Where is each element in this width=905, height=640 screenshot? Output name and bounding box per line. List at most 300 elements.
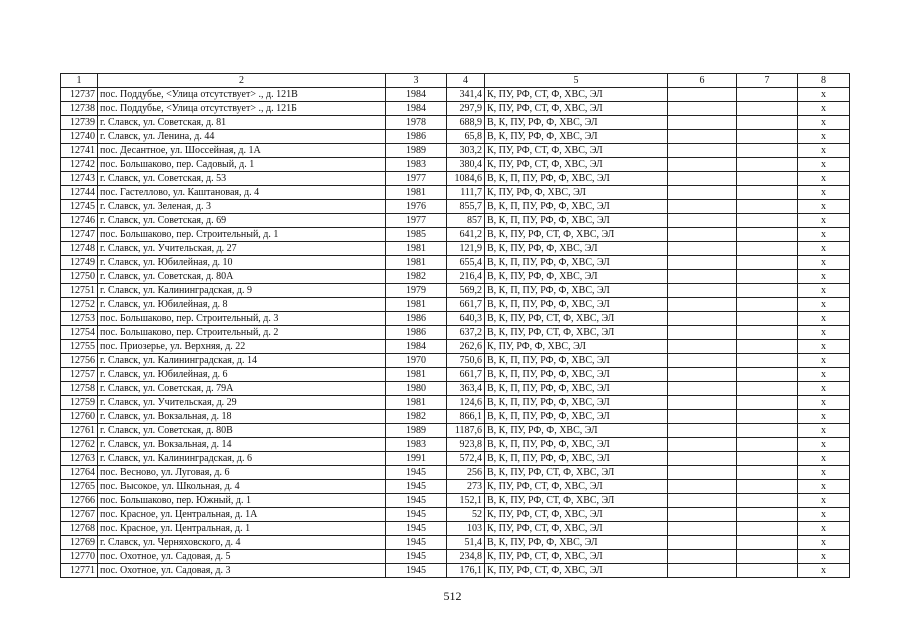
systems-cell: В, К, ПУ, РФ, Ф, ХВС, ЭЛ [485, 270, 668, 284]
record-number-cell: 12758 [61, 382, 98, 396]
record-number-cell: 12748 [61, 242, 98, 256]
column-6-cell [668, 550, 737, 564]
column-6-cell [668, 508, 737, 522]
column-6-cell [668, 452, 737, 466]
address-cell: г. Славск, ул. Учительская, д. 29 [98, 396, 386, 410]
area-cell: 363,4 [447, 382, 485, 396]
year-built-cell: 1945 [386, 522, 447, 536]
year-built-cell: 1984 [386, 102, 447, 116]
table-row [61, 186, 850, 200]
column-7-cell [737, 256, 798, 270]
systems-cell: В, К, ПУ, РФ, Ф, ХВС, ЭЛ [485, 536, 668, 550]
column-8-cell: х [798, 102, 850, 116]
table-row [61, 536, 850, 550]
address-cell: пос. Поддубье, <Улица отсутствует> ., д. 121В [98, 88, 386, 102]
column-6-cell [668, 158, 737, 172]
column-6-cell [668, 480, 737, 494]
systems-cell: К, ПУ, РФ, СТ, Ф, ХВС, ЭЛ [485, 88, 668, 102]
column-8-cell: х [798, 312, 850, 326]
area-cell: 111,7 [447, 186, 485, 200]
year-built-cell: 1970 [386, 354, 447, 368]
address-cell: г. Славск, ул. Советская, д. 80А [98, 270, 386, 284]
record-number-cell: 12754 [61, 326, 98, 340]
table-row [61, 550, 850, 564]
table-row [61, 200, 850, 214]
record-number-cell: 12749 [61, 256, 98, 270]
record-number-cell: 12744 [61, 186, 98, 200]
table-row [61, 466, 850, 480]
column-8-cell: х [798, 508, 850, 522]
systems-cell: В, К, ПУ, РФ, Ф, ХВС, ЭЛ [485, 116, 668, 130]
address-cell: пос. Охотное, ул. Садовая, д. 3 [98, 564, 386, 578]
column-7-cell [737, 298, 798, 312]
column-7-cell [737, 242, 798, 256]
table-row [61, 354, 850, 368]
table-row [61, 326, 850, 340]
column-7-cell [737, 200, 798, 214]
year-built-cell: 1983 [386, 438, 447, 452]
year-built-cell: 1945 [386, 480, 447, 494]
area-cell: 216,4 [447, 270, 485, 284]
column-6-cell [668, 438, 737, 452]
area-cell: 688,9 [447, 116, 485, 130]
systems-cell: К, ПУ, РФ, СТ, Ф, ХВС, ЭЛ [485, 564, 668, 578]
column-6-cell [668, 564, 737, 578]
table-row [61, 116, 850, 130]
column-8-cell: х [798, 158, 850, 172]
year-built-cell: 1977 [386, 172, 447, 186]
year-built-cell: 1980 [386, 382, 447, 396]
address-cell: пос. Десантное, ул. Шоссейная, д. 1А [98, 144, 386, 158]
header-cell-7: 7 [737, 74, 798, 88]
column-7-cell [737, 438, 798, 452]
year-built-cell: 1986 [386, 326, 447, 340]
area-cell: 176,1 [447, 564, 485, 578]
column-7-cell [737, 410, 798, 424]
column-7-cell [737, 340, 798, 354]
systems-cell: К, ПУ, РФ, Ф, ХВС, ЭЛ [485, 340, 668, 354]
column-8-cell: х [798, 536, 850, 550]
column-8-cell: х [798, 256, 850, 270]
column-6-cell [668, 130, 737, 144]
table-header-row [61, 74, 850, 88]
column-8-cell: х [798, 424, 850, 438]
year-built-cell: 1989 [386, 144, 447, 158]
area-cell: 923,8 [447, 438, 485, 452]
systems-cell: В, К, П, ПУ, РФ, Ф, ХВС, ЭЛ [485, 256, 668, 270]
table-row [61, 452, 850, 466]
column-6-cell [668, 256, 737, 270]
year-built-cell: 1945 [386, 564, 447, 578]
address-cell: пос. Красное, ул. Центральная, д. 1А [98, 508, 386, 522]
table-row [61, 242, 850, 256]
column-7-cell [737, 158, 798, 172]
year-built-cell: 1989 [386, 424, 447, 438]
column-7-cell [737, 564, 798, 578]
column-6-cell [668, 424, 737, 438]
record-number-cell: 12739 [61, 116, 98, 130]
area-cell: 234,8 [447, 550, 485, 564]
area-cell: 303,2 [447, 144, 485, 158]
area-cell: 655,4 [447, 256, 485, 270]
year-built-cell: 1991 [386, 452, 447, 466]
column-7-cell [737, 466, 798, 480]
column-7-cell [737, 480, 798, 494]
record-number-cell: 12768 [61, 522, 98, 536]
address-cell: пос. Большаково, пер. Южный, д. 1 [98, 494, 386, 508]
systems-cell: В, К, П, ПУ, РФ, Ф, ХВС, ЭЛ [485, 354, 668, 368]
column-8-cell: х [798, 130, 850, 144]
column-7-cell [737, 102, 798, 116]
column-8-cell: х [798, 270, 850, 284]
table-row [61, 494, 850, 508]
record-number-cell: 12755 [61, 340, 98, 354]
register-table [60, 73, 850, 578]
record-number-cell: 12745 [61, 200, 98, 214]
column-7-cell [737, 424, 798, 438]
address-cell: г. Славск, ул. Калининградская, д. 6 [98, 452, 386, 466]
area-cell: 297,9 [447, 102, 485, 116]
column-8-cell: х [798, 298, 850, 312]
header-cell-6: 6 [668, 74, 737, 88]
year-built-cell: 1981 [386, 298, 447, 312]
column-7-cell [737, 116, 798, 130]
column-7-cell [737, 550, 798, 564]
column-8-cell: х [798, 340, 850, 354]
systems-cell: В, К, ПУ, РФ, СТ, Ф, ХВС, ЭЛ [485, 326, 668, 340]
systems-cell: К, ПУ, РФ, СТ, Ф, ХВС, ЭЛ [485, 158, 668, 172]
address-cell: г. Славск, ул. Черняховского, д. 4 [98, 536, 386, 550]
address-cell: г. Славск, ул. Вокзальная, д. 18 [98, 410, 386, 424]
table-row [61, 382, 850, 396]
column-8-cell: х [798, 452, 850, 466]
column-8-cell: х [798, 564, 850, 578]
year-built-cell: 1981 [386, 186, 447, 200]
column-7-cell [737, 270, 798, 284]
area-cell: 750,6 [447, 354, 485, 368]
year-built-cell: 1984 [386, 340, 447, 354]
area-cell: 341,4 [447, 88, 485, 102]
systems-cell: В, К, П, ПУ, РФ, Ф, ХВС, ЭЛ [485, 284, 668, 298]
column-8-cell: х [798, 396, 850, 410]
address-cell: г. Славск, ул. Юбилейная, д. 6 [98, 368, 386, 382]
table-row [61, 228, 850, 242]
systems-cell: В, К, П, ПУ, РФ, Ф, ХВС, ЭЛ [485, 452, 668, 466]
column-6-cell [668, 340, 737, 354]
record-number-cell: 12750 [61, 270, 98, 284]
year-built-cell: 1981 [386, 242, 447, 256]
column-8-cell: х [798, 172, 850, 186]
systems-cell: В, К, П, ПУ, РФ, Ф, ХВС, ЭЛ [485, 410, 668, 424]
year-built-cell: 1984 [386, 88, 447, 102]
column-6-cell [668, 312, 737, 326]
record-number-cell: 12738 [61, 102, 98, 116]
address-cell: г. Славск, ул. Калининградская, д. 14 [98, 354, 386, 368]
header-cell-4: 4 [447, 74, 485, 88]
column-6-cell [668, 186, 737, 200]
table-row [61, 130, 850, 144]
systems-cell: В, К, ПУ, РФ, СТ, Ф, ХВС, ЭЛ [485, 466, 668, 480]
systems-cell: К, ПУ, РФ, СТ, Ф, ХВС, ЭЛ [485, 144, 668, 158]
systems-cell: В, К, П, ПУ, РФ, Ф, ХВС, ЭЛ [485, 396, 668, 410]
table-row [61, 270, 850, 284]
systems-cell: В, К, ПУ, РФ, Ф, ХВС, ЭЛ [485, 242, 668, 256]
column-7-cell [737, 452, 798, 466]
record-number-cell: 12741 [61, 144, 98, 158]
address-cell: г. Славск, ул. Советская, д. 69 [98, 214, 386, 228]
column-8-cell: х [798, 382, 850, 396]
table-row [61, 480, 850, 494]
systems-cell: К, ПУ, РФ, СТ, Ф, ХВС, ЭЛ [485, 550, 668, 564]
area-cell: 1084,6 [447, 172, 485, 186]
record-number-cell: 12757 [61, 368, 98, 382]
column-6-cell [668, 382, 737, 396]
column-6-cell [668, 466, 737, 480]
record-number-cell: 12770 [61, 550, 98, 564]
year-built-cell: 1981 [386, 256, 447, 270]
address-cell: пос. Весново, ул. Луговая, д. 6 [98, 466, 386, 480]
record-number-cell: 12766 [61, 494, 98, 508]
table-row [61, 410, 850, 424]
column-6-cell [668, 144, 737, 158]
year-built-cell: 1945 [386, 508, 447, 522]
table-row [61, 438, 850, 452]
column-7-cell [737, 186, 798, 200]
header-cell-1: 1 [61, 74, 98, 88]
year-built-cell: 1981 [386, 396, 447, 410]
header-cell-5: 5 [485, 74, 668, 88]
address-cell: г. Славск, ул. Вокзальная, д. 14 [98, 438, 386, 452]
page-number: 512 [443, 589, 462, 603]
systems-cell: В, К, ПУ, РФ, СТ, Ф, ХВС, ЭЛ [485, 494, 668, 508]
address-cell: г. Славск, ул. Ленина, д. 44 [98, 130, 386, 144]
column-7-cell [737, 172, 798, 186]
table-row [61, 144, 850, 158]
table-row [61, 172, 850, 186]
record-number-cell: 12769 [61, 536, 98, 550]
column-6-cell [668, 326, 737, 340]
header-cell-8: 8 [798, 74, 850, 88]
area-cell: 661,7 [447, 298, 485, 312]
column-8-cell: х [798, 200, 850, 214]
table-row [61, 564, 850, 578]
column-6-cell [668, 536, 737, 550]
column-6-cell [668, 102, 737, 116]
area-cell: 866,1 [447, 410, 485, 424]
column-6-cell [668, 88, 737, 102]
record-number-cell: 12761 [61, 424, 98, 438]
address-cell: пос. Большаково, пер. Строительный, д. 2 [98, 326, 386, 340]
address-cell: г. Славск, ул. Калининградская, д. 9 [98, 284, 386, 298]
record-number-cell: 12759 [61, 396, 98, 410]
year-built-cell: 1945 [386, 550, 447, 564]
area-cell: 641,2 [447, 228, 485, 242]
address-cell: г. Славск, ул. Советская, д. 80В [98, 424, 386, 438]
year-built-cell: 1978 [386, 116, 447, 130]
column-7-cell [737, 284, 798, 298]
column-7-cell [737, 228, 798, 242]
systems-cell: В, К, П, ПУ, РФ, Ф, ХВС, ЭЛ [485, 214, 668, 228]
address-cell: г. Славск, ул. Советская, д. 53 [98, 172, 386, 186]
column-6-cell [668, 410, 737, 424]
record-number-cell: 12742 [61, 158, 98, 172]
column-6-cell [668, 214, 737, 228]
column-8-cell: х [798, 186, 850, 200]
year-built-cell: 1986 [386, 312, 447, 326]
area-cell: 569,2 [447, 284, 485, 298]
systems-cell: В, К, ПУ, РФ, Ф, ХВС, ЭЛ [485, 424, 668, 438]
address-cell: г. Славск, ул. Юбилейная, д. 10 [98, 256, 386, 270]
year-built-cell: 1985 [386, 228, 447, 242]
year-built-cell: 1945 [386, 494, 447, 508]
column-6-cell [668, 368, 737, 382]
year-built-cell: 1945 [386, 536, 447, 550]
table-row [61, 256, 850, 270]
column-8-cell: х [798, 144, 850, 158]
column-7-cell [737, 88, 798, 102]
column-8-cell: х [798, 228, 850, 242]
column-6-cell [668, 354, 737, 368]
table-row [61, 340, 850, 354]
table-row [61, 508, 850, 522]
systems-cell: В, К, П, ПУ, РФ, Ф, ХВС, ЭЛ [485, 382, 668, 396]
area-cell: 855,7 [447, 200, 485, 214]
table-body [61, 74, 850, 578]
header-cell-3: 3 [386, 74, 447, 88]
area-cell: 857 [447, 214, 485, 228]
column-8-cell: х [798, 214, 850, 228]
address-cell: пос. Приозерье, ул. Верхняя, д. 22 [98, 340, 386, 354]
column-8-cell: х [798, 116, 850, 130]
table-row [61, 102, 850, 116]
year-built-cell: 1986 [386, 130, 447, 144]
address-cell: г. Славск, ул. Учительская, д. 27 [98, 242, 386, 256]
record-number-cell: 12743 [61, 172, 98, 186]
record-number-cell: 12756 [61, 354, 98, 368]
column-6-cell [668, 298, 737, 312]
area-cell: 152,1 [447, 494, 485, 508]
header-cell-2: 2 [98, 74, 386, 88]
record-number-cell: 12771 [61, 564, 98, 578]
address-cell: пос. Большаково, пер. Строительный, д. 3 [98, 312, 386, 326]
column-8-cell: х [798, 326, 850, 340]
column-8-cell: х [798, 522, 850, 536]
area-cell: 380,4 [447, 158, 485, 172]
address-cell: пос. Поддубье, <Улица отсутствует> ., д. 121Б [98, 102, 386, 116]
area-cell: 572,4 [447, 452, 485, 466]
column-8-cell: х [798, 242, 850, 256]
column-6-cell [668, 494, 737, 508]
record-number-cell: 12763 [61, 452, 98, 466]
systems-cell: К, ПУ, РФ, Ф, ХВС, ЭЛ [485, 186, 668, 200]
area-cell: 65,8 [447, 130, 485, 144]
table-row [61, 522, 850, 536]
column-7-cell [737, 522, 798, 536]
year-built-cell: 1982 [386, 270, 447, 284]
address-cell: пос. Большаково, пер. Строительный, д. 1 [98, 228, 386, 242]
area-cell: 51,4 [447, 536, 485, 550]
table-row [61, 284, 850, 298]
year-built-cell: 1945 [386, 466, 447, 480]
column-8-cell: х [798, 284, 850, 298]
address-cell: г. Славск, ул. Советская, д. 79А [98, 382, 386, 396]
address-cell: пос. Высокое, ул. Школьная, д. 4 [98, 480, 386, 494]
column-8-cell: х [798, 480, 850, 494]
column-6-cell [668, 396, 737, 410]
systems-cell: В, К, П, ПУ, РФ, Ф, ХВС, ЭЛ [485, 172, 668, 186]
address-cell: г. Славск, ул. Зеленая, д. 3 [98, 200, 386, 214]
column-8-cell: х [798, 354, 850, 368]
record-number-cell: 12752 [61, 298, 98, 312]
record-number-cell: 12767 [61, 508, 98, 522]
area-cell: 661,7 [447, 368, 485, 382]
column-7-cell [737, 382, 798, 396]
column-7-cell [737, 354, 798, 368]
column-8-cell: х [798, 88, 850, 102]
address-cell: пос. Большаково, пер. Садовый, д. 1 [98, 158, 386, 172]
systems-cell: В, К, ПУ, РФ, СТ, Ф, ХВС, ЭЛ [485, 312, 668, 326]
systems-cell: В, К, ПУ, РФ, СТ, Ф, ХВС, ЭЛ [485, 228, 668, 242]
area-cell: 124,6 [447, 396, 485, 410]
address-cell: г. Славск, ул. Советская, д. 81 [98, 116, 386, 130]
systems-cell: К, ПУ, РФ, СТ, Ф, ХВС, ЭЛ [485, 480, 668, 494]
area-cell: 262,6 [447, 340, 485, 354]
column-7-cell [737, 396, 798, 410]
table-row [61, 312, 850, 326]
column-7-cell [737, 494, 798, 508]
record-number-cell: 12762 [61, 438, 98, 452]
address-cell: пос. Красное, ул. Центральная, д. 1 [98, 522, 386, 536]
column-6-cell [668, 270, 737, 284]
systems-cell: В, К, П, ПУ, РФ, Ф, ХВС, ЭЛ [485, 368, 668, 382]
systems-cell: В, К, П, ПУ, РФ, Ф, ХВС, ЭЛ [485, 438, 668, 452]
systems-cell: К, ПУ, РФ, СТ, Ф, ХВС, ЭЛ [485, 508, 668, 522]
systems-cell: В, К, ПУ, РФ, Ф, ХВС, ЭЛ [485, 130, 668, 144]
column-7-cell [737, 312, 798, 326]
column-7-cell [737, 130, 798, 144]
area-cell: 103 [447, 522, 485, 536]
systems-cell: В, К, П, ПУ, РФ, Ф, ХВС, ЭЛ [485, 200, 668, 214]
address-cell: пос. Гастеллово, ул. Каштановая, д. 4 [98, 186, 386, 200]
area-cell: 273 [447, 480, 485, 494]
systems-cell: К, ПУ, РФ, СТ, Ф, ХВС, ЭЛ [485, 522, 668, 536]
column-6-cell [668, 116, 737, 130]
column-6-cell [668, 284, 737, 298]
record-number-cell: 12753 [61, 312, 98, 326]
record-number-cell: 12764 [61, 466, 98, 480]
column-8-cell: х [798, 494, 850, 508]
systems-cell: В, К, П, ПУ, РФ, Ф, ХВС, ЭЛ [485, 298, 668, 312]
area-cell: 121,9 [447, 242, 485, 256]
record-number-cell: 12747 [61, 228, 98, 242]
column-8-cell: х [798, 550, 850, 564]
column-6-cell [668, 200, 737, 214]
table-row [61, 88, 850, 102]
record-number-cell: 12740 [61, 130, 98, 144]
area-cell: 256 [447, 466, 485, 480]
column-6-cell [668, 242, 737, 256]
table-row [61, 368, 850, 382]
table-row [61, 424, 850, 438]
column-8-cell: х [798, 438, 850, 452]
column-6-cell [668, 172, 737, 186]
table-row [61, 214, 850, 228]
column-7-cell [737, 508, 798, 522]
year-built-cell: 1981 [386, 368, 447, 382]
year-built-cell: 1983 [386, 158, 447, 172]
table-row [61, 158, 850, 172]
year-built-cell: 1977 [386, 214, 447, 228]
